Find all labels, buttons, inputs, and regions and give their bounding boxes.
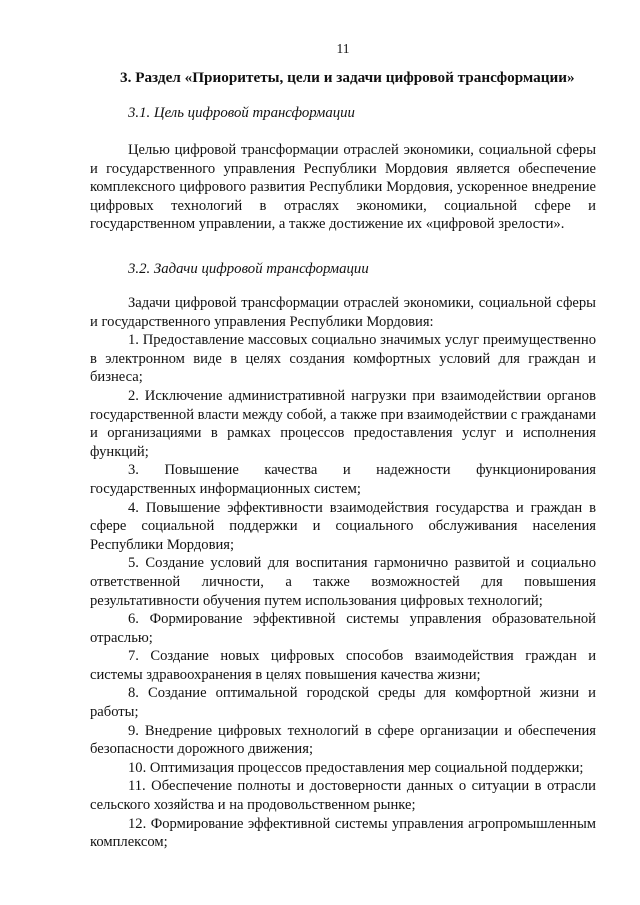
goal-paragraph: Целью цифровой трансформации отраслей экономики, социальной сферы и государственного управления Республики Мордовия является обеспечение комплексного цифрового развития Республики Мордовия, ускоренное внедрение цифровых технологий в отраслях экономики, социальной сфере и государственном управлении, а также достижение их «цифровой зрелости». (90, 142, 596, 233)
goal-heading: 3.1. Цель цифровой трансформации (128, 105, 355, 121)
tasks-list (90, 294, 596, 852)
document-page (90, 0, 596, 905)
tasks-intro: Задачи цифровой трансформации отраслей экономики, социальной сферы и государственного управления Республики Мордовия: (90, 295, 596, 330)
task-item: 8. Создание оптимальной городской среды для комфортной жизни и работы; (90, 685, 596, 721)
task-item: 2. Исключение административной нагрузки при взаимодействии органов государственной власти между собой, а также при взаимодействии с гражданами и организациями в рамках процессов предоставления услуг и исполнения функций; (90, 387, 597, 460)
task-item: 7. Создание новых цифровых способов взаимодействия граждан и системы здравоохранения в целях повышения качества жизни; (90, 648, 596, 683)
tasks-heading: 3.2. Задачи цифровой трансформации (128, 261, 369, 277)
task-item: 10. Оптимизация процессов предоставления мер социальной поддержки; (128, 759, 584, 776)
page-number: 11 (336, 41, 350, 56)
task-item: 5. Создание условий для воспитания гармонично развитой и социально ответственной личности, а также возможностей для повышения результативности обучения путем использования цифровых технологий; (90, 555, 596, 609)
task-item: 3. Повышение качества и надежности функционирования государственных информационных систем; (90, 462, 596, 497)
task-item: 6. Формирование эффективной системы управления образовательной отраслью; (90, 611, 596, 646)
task-item: 1. Предоставление массовых социально значимых услуг преимущественно в электронном виде в целях создания комфортных условий для граждан и бизнеса; (90, 332, 596, 386)
task-item: 11. Обеспечение полноты и достоверности данных о ситуации в отрасли сельского хозяйства и на продовольственном рынке; (90, 778, 596, 814)
task-item: 12. Формирование эффективной системы управления агропромышленным комплексом; (90, 815, 596, 851)
goal-paragraph-block (90, 141, 596, 234)
section-heading: 3. Раздел «Приоритеты, цели и задачи цифровой трансформации» (120, 69, 575, 86)
task-item: 9. Внедрение цифровых технологий в сфере организации и обеспечения безопасности дорожного движения; (90, 722, 596, 758)
task-item: 4. Повышение эффективности взаимодействия государства и граждан в сфере социальной поддержки и социального обслуживания населения Республики Мордовия; (90, 499, 596, 553)
